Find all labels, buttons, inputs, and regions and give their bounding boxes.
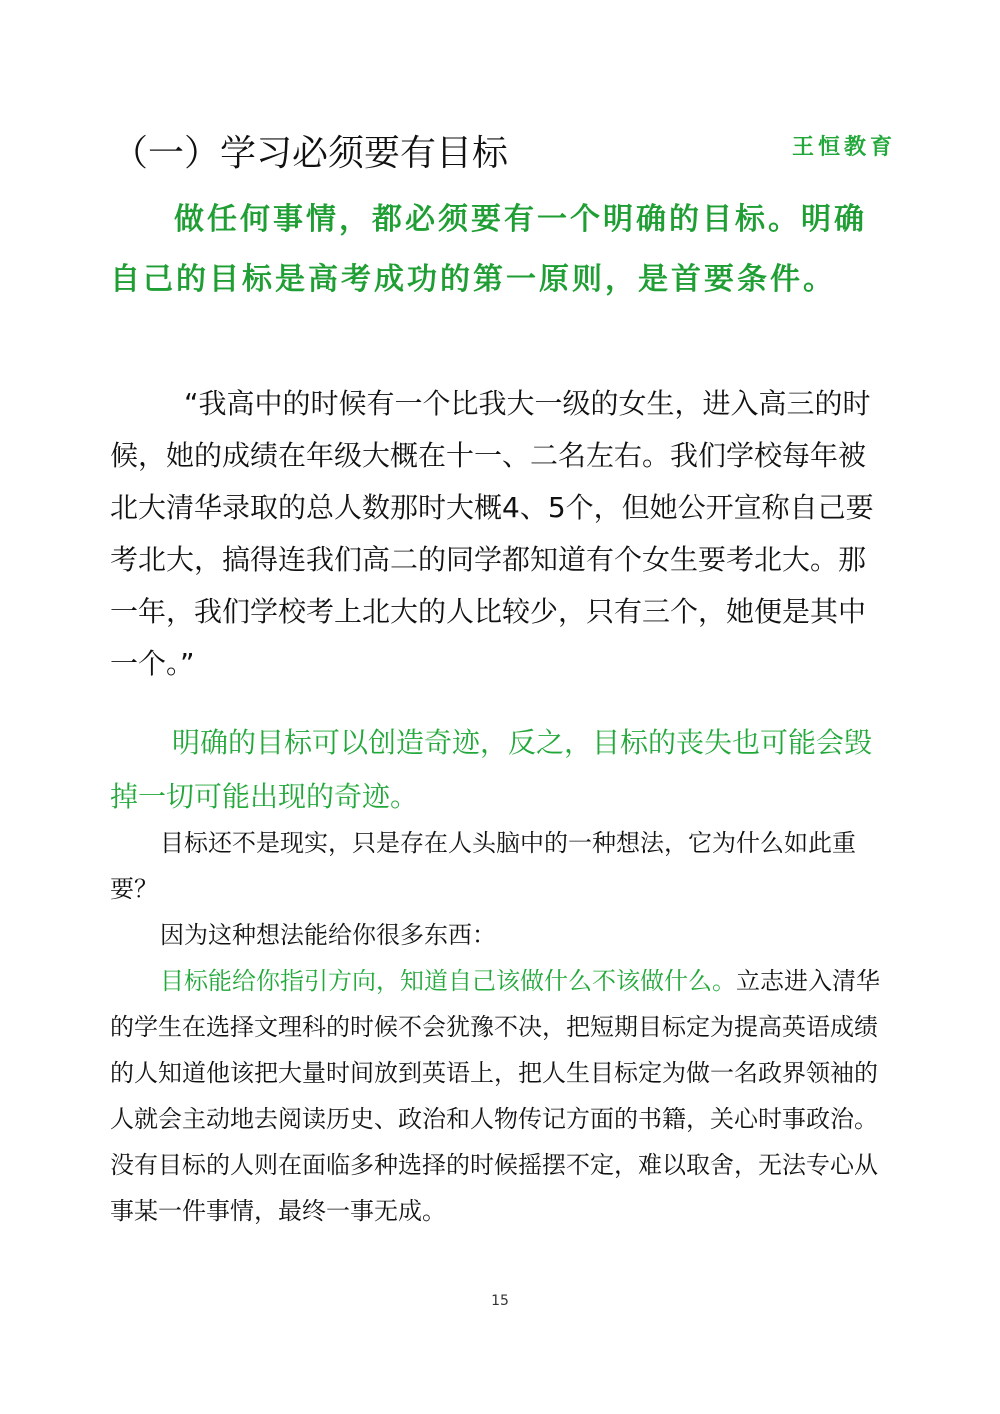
page-number: 15 bbox=[491, 1293, 509, 1309]
body-text-block bbox=[110, 820, 890, 1234]
body-paragraph-2: 因为这种想法能给你很多东西： bbox=[160, 921, 496, 949]
body-paragraph-1: 目标还不是现实，只是存在人头脑中的一种想法，它为什么如此重要？ bbox=[110, 829, 856, 903]
highlight-paragraph-block bbox=[110, 190, 890, 310]
quote-paragraph-block bbox=[110, 378, 890, 690]
body-paragraph-3 bbox=[110, 958, 890, 1234]
green-paragraph: 明确的目标可以创造奇迹，反之，目标的丧失也可能会毁掉一切可能出现的奇迹。 bbox=[110, 726, 873, 813]
body-paragraph-3-rest: 立志进入清华的学生在选择文理科的时候不会犹豫不决，把短期目标定为提高英语成绩的人知道他该把大量时间放到英语上，把人生目标定为做一名政界领袖的人就会主动地去阅读历史、政治和人物传记方面的书籍，关心时事政治。没有目标的人则在面临多种选择的时候摇摆不定，难以取舍，无法专心从事某一件事情，最终一事无成。 bbox=[110, 967, 880, 1225]
quote-paragraph: “我高中的时候有一个比我大一级的女生，进入高三的时候，她的成绩在年级大概在十一、二名左右。我们学校每年被北大清华录取的总人数那时大概4、5个，但她公开宣称自己要考北大，搞得连我们高二的同学都知道有个女生要考北大。那一年，我们学校考上北大的人比较少，只有三个，她便是其中一个。” bbox=[110, 387, 874, 680]
body-paragraph-3-highlight: 目标能给你指引方向，知道自己该做什么不该做什么。 bbox=[160, 967, 736, 995]
green-paragraph-block bbox=[110, 716, 890, 824]
section-title: （一）学习必须要有目标 bbox=[112, 133, 509, 174]
brand-label: 王恒教育 bbox=[792, 134, 897, 160]
highlight-paragraph: 做任何事情，都必须要有一个明确的目标。明确自己的目标是高考成功的第一原则，是首要条件。 bbox=[110, 202, 867, 297]
